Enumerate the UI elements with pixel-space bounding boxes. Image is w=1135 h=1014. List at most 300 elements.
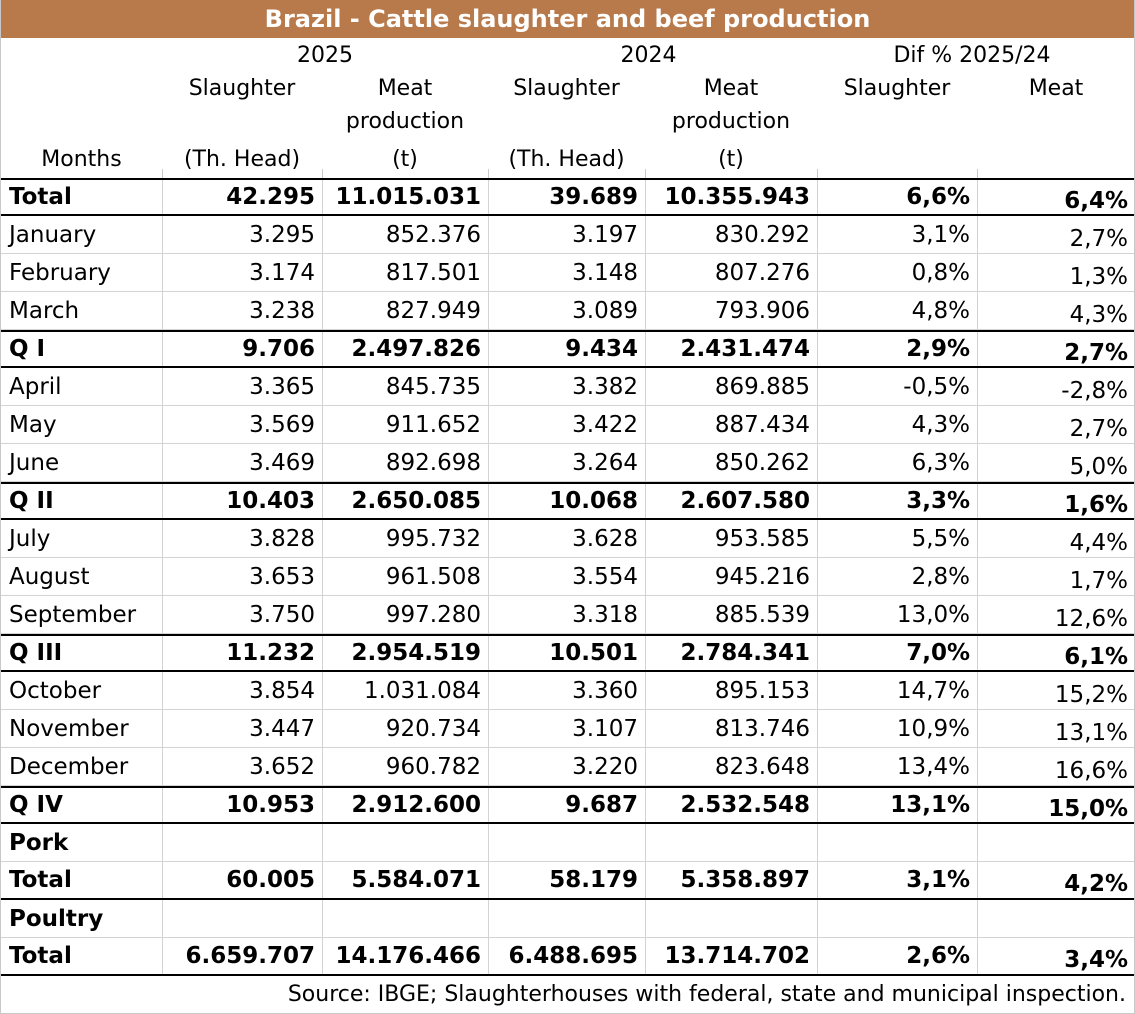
- cell-slaughter-dif: [817, 824, 977, 861]
- cell-meat-2025: [322, 748, 488, 785]
- cell-value: 3.569: [249, 411, 315, 438]
- cell-meat-2025: [322, 254, 488, 291]
- cell-slaughter-2025: [162, 938, 322, 974]
- cell-value: 5.358.897: [680, 867, 810, 893]
- cell-value: 850.262: [714, 449, 810, 476]
- cell-value: 845.735: [385, 373, 481, 400]
- cell-meat-2025: [322, 862, 488, 898]
- cell-slaughter-2025: [162, 180, 322, 214]
- header-measure-row: [1, 72, 1134, 105]
- cell-value: 4,8%: [911, 297, 970, 324]
- cell-value: 13,1%: [1054, 719, 1128, 746]
- cell-value: 3.107: [572, 715, 638, 742]
- header-meat-2024: Meat: [703, 76, 759, 101]
- cell-value: 895.153: [714, 677, 810, 704]
- table-row-september: [1, 596, 1134, 634]
- header-spacer: [162, 105, 322, 138]
- cell-value: 13,4%: [896, 753, 970, 780]
- cell-meat-2025: [322, 558, 488, 595]
- source-note: Source: IBGE; Slaughterhouses with federal, state and municipal inspection.: [287, 982, 1126, 1007]
- cell-value: -2,8%: [1061, 377, 1128, 404]
- header-spacer: [488, 105, 645, 138]
- cell-value: 2.607.580: [680, 488, 810, 514]
- cell-meat-dif: [977, 406, 1135, 443]
- cell-slaughter-dif: [817, 216, 977, 253]
- cell-value: 3.264: [572, 449, 638, 476]
- cell-slaughter-2024: [488, 216, 645, 253]
- cell-value: 995.732: [385, 525, 481, 552]
- cell-value: 3.628: [572, 525, 638, 552]
- cell-value: 997.280: [385, 601, 481, 628]
- cell-slaughter-dif: [817, 332, 977, 366]
- cell-value: 3.750: [249, 601, 315, 628]
- cell-meat-dif: [977, 710, 1135, 747]
- row-label: February: [9, 259, 111, 286]
- cell-slaughter-dif: [817, 520, 977, 557]
- cell-meat-2025: [322, 332, 488, 366]
- row-label: November: [9, 715, 129, 742]
- cell-value: 1,6%: [1064, 492, 1128, 518]
- row-label: May: [9, 411, 57, 438]
- table-row-march: [1, 292, 1134, 330]
- cell-meat-2025: [322, 484, 488, 518]
- cell-slaughter-dif: [817, 748, 977, 785]
- cell-value: 5.584.071: [351, 867, 481, 893]
- cell-meat-2025: [322, 596, 488, 633]
- table-row-june: [1, 444, 1134, 482]
- cell-value: 14.176.466: [335, 943, 481, 969]
- cell-meat-2024: [645, 862, 817, 898]
- header-spacer: [817, 138, 977, 178]
- table-row-july: [1, 520, 1134, 558]
- cell-meat-2024: [645, 558, 817, 595]
- header-unit-t-2024: (t): [645, 138, 817, 178]
- header-months-label: Months: [41, 147, 122, 172]
- cell-value: 3.089: [572, 297, 638, 324]
- cell-meat-dif: [977, 900, 1135, 937]
- cell-value: 887.434: [714, 411, 810, 438]
- cell-meat-dif: [977, 444, 1135, 481]
- cell-value: 10.068: [549, 488, 638, 514]
- cell-meat-2024: [645, 636, 817, 670]
- header-year-row: [1, 38, 1134, 72]
- cell-value: 3.318: [572, 601, 638, 628]
- table-row-q-iv: [1, 786, 1134, 824]
- cell-slaughter-2024: [488, 710, 645, 747]
- cell-value: 807.276: [714, 259, 810, 286]
- cell-value: 15,2%: [1054, 681, 1128, 708]
- cell-value: 911.652: [385, 411, 481, 438]
- cell-slaughter-dif: [817, 292, 977, 329]
- cell-value: 869.885: [714, 373, 810, 400]
- cell-slaughter-2025: [162, 900, 322, 937]
- cell-slaughter-2025: [162, 748, 322, 785]
- cell-value: 885.539: [714, 601, 810, 628]
- cell-meat-2025: [322, 292, 488, 329]
- cell-meat-2025: [322, 520, 488, 557]
- row-label: Total: [9, 184, 72, 210]
- cell-value: 58.179: [549, 867, 638, 893]
- cell-meat-2024: [645, 824, 817, 861]
- cell-slaughter-2024: [488, 862, 645, 898]
- cell-meat-2025: [322, 824, 488, 861]
- row-label: August: [9, 563, 90, 590]
- cell-value: 823.648: [714, 753, 810, 780]
- cell-meat-dif: [977, 596, 1135, 633]
- row-label: April: [9, 373, 62, 400]
- cell-slaughter-2024: [488, 558, 645, 595]
- cell-slaughter-2024: [488, 406, 645, 443]
- cell-value: 2.912.600: [351, 792, 481, 818]
- cell-value: 6.659.707: [185, 943, 315, 969]
- cell-value: 3.220: [572, 753, 638, 780]
- cell-slaughter-2024: [488, 824, 645, 861]
- cell-value: 1.031.084: [363, 677, 481, 704]
- cell-value: 3.653: [249, 563, 315, 590]
- cell-slaughter-2024: [488, 938, 645, 974]
- cell-value: 920.734: [385, 715, 481, 742]
- cell-slaughter-2025: [162, 520, 322, 557]
- cell-slaughter-dif: [817, 254, 977, 291]
- cell-slaughter-2025: [162, 368, 322, 405]
- cell-meat-dif: [977, 292, 1135, 329]
- table-row-january: [1, 216, 1134, 254]
- cell-meat-2024: [645, 520, 817, 557]
- cell-meat-dif: [977, 368, 1135, 405]
- cell-value: 42.295: [226, 184, 315, 210]
- cell-value: 3.382: [572, 373, 638, 400]
- cell-slaughter-dif: [817, 636, 977, 670]
- cell-value: 3.554: [572, 563, 638, 590]
- cell-slaughter-2025: [162, 406, 322, 443]
- cell-value: 6,3%: [911, 449, 970, 476]
- cell-value: 10.403: [226, 488, 315, 514]
- cell-meat-dif: [977, 862, 1135, 898]
- cell-value: 817.501: [385, 259, 481, 286]
- cell-meat-2024: [645, 938, 817, 974]
- header-production-2025: production: [345, 109, 465, 134]
- cell-slaughter-2025: [162, 444, 322, 481]
- cell-meat-dif: [977, 824, 1135, 861]
- row-label: Pork: [9, 829, 69, 856]
- cell-meat-2024: [645, 332, 817, 366]
- cell-meat-dif: [977, 216, 1135, 253]
- cell-meat-dif: [977, 180, 1135, 214]
- cell-value: 1,3%: [1069, 263, 1128, 290]
- cell-slaughter-2025: [162, 862, 322, 898]
- table-row-q-i: [1, 330, 1134, 368]
- cell-meat-2024: [645, 216, 817, 253]
- cell-slaughter-dif: [817, 710, 977, 747]
- table-row-pork: [1, 824, 1134, 862]
- cell-value: 6,4%: [1064, 188, 1128, 214]
- cell-meat-dif: [977, 672, 1135, 709]
- header-spacer: [1, 105, 162, 138]
- cell-meat-dif: [977, 636, 1135, 670]
- cell-meat-2025: [322, 406, 488, 443]
- cell-meat-dif: [977, 748, 1135, 785]
- cell-value: 892.698: [385, 449, 481, 476]
- cell-value: 12,6%: [1054, 605, 1128, 632]
- cell-value: 3.148: [572, 259, 638, 286]
- cell-meat-2025: [322, 636, 488, 670]
- cell-slaughter-2024: [488, 332, 645, 366]
- cell-value: 5,5%: [911, 525, 970, 552]
- row-label: March: [9, 297, 80, 324]
- cell-value: 10.953: [226, 792, 315, 818]
- cell-value: 10.501: [549, 640, 638, 666]
- cell-meat-2025: [322, 938, 488, 974]
- cell-slaughter-dif: [817, 788, 977, 822]
- cell-slaughter-2024: [488, 292, 645, 329]
- cell-value: 39.689: [549, 184, 638, 210]
- cell-meat-2024: [645, 596, 817, 633]
- cell-meat-2025: [322, 900, 488, 937]
- cell-value: 813.746: [714, 715, 810, 742]
- table-row-total: [1, 178, 1134, 216]
- cell-value: 3.360: [572, 677, 638, 704]
- cell-meat-2025: [322, 368, 488, 405]
- cell-slaughter-dif: [817, 558, 977, 595]
- table-row-november: [1, 710, 1134, 748]
- cell-value: -0,5%: [903, 373, 970, 400]
- cell-slaughter-2025: [162, 484, 322, 518]
- cell-value: 2,7%: [1069, 225, 1128, 252]
- header-slaughter-2024: Slaughter: [513, 76, 620, 101]
- row-label: Q III: [9, 640, 63, 666]
- cell-value: 3.365: [249, 373, 315, 400]
- header-meat-dif: Meat: [1028, 76, 1084, 101]
- cell-meat-2024: [645, 368, 817, 405]
- cell-slaughter-2024: [488, 444, 645, 481]
- cell-slaughter-2025: [162, 254, 322, 291]
- cell-meat-2025: [322, 180, 488, 214]
- header-group-2024: 2024: [620, 42, 677, 68]
- header-slaughter-2025: Slaughter: [188, 76, 296, 101]
- cell-value: 13,1%: [890, 792, 970, 818]
- row-label: Total: [9, 867, 72, 893]
- cell-slaughter-2024: [488, 254, 645, 291]
- cell-slaughter-2025: [162, 292, 322, 329]
- cell-value: 953.585: [714, 525, 810, 552]
- header-group-dif: Dif % 2025/24: [893, 42, 1051, 68]
- cell-meat-2024: [645, 292, 817, 329]
- header-unit-th-head-2025: (Th. Head): [162, 138, 322, 178]
- cell-value: 10,9%: [896, 715, 970, 742]
- table-body: [1, 178, 1134, 976]
- cell-meat-dif: [977, 938, 1135, 974]
- cell-slaughter-2024: [488, 788, 645, 822]
- cell-meat-2025: [322, 216, 488, 253]
- cell-slaughter-dif: [817, 938, 977, 974]
- cell-value: 793.906: [714, 297, 810, 324]
- header-slaughter-dif: Slaughter: [843, 76, 951, 101]
- cell-value: 15,0%: [1048, 796, 1128, 822]
- cell-value: 961.508: [385, 563, 481, 590]
- cell-slaughter-dif: [817, 484, 977, 518]
- row-label: September: [9, 601, 137, 628]
- cell-value: 852.376: [385, 221, 481, 248]
- cell-value: 6,6%: [906, 184, 970, 210]
- cell-value: 3.238: [249, 297, 315, 324]
- cell-value: 2,8%: [911, 563, 970, 590]
- cell-value: 4,2%: [1064, 871, 1128, 897]
- cell-meat-dif: [977, 332, 1135, 366]
- header-production-row: [1, 105, 1134, 138]
- header-spacer: [977, 138, 1135, 178]
- cell-value: 7,0%: [906, 640, 970, 666]
- cell-slaughter-dif: [817, 900, 977, 937]
- cell-meat-2024: [645, 406, 817, 443]
- table-title: Brazil - Cattle slaughter and beef production: [1, 0, 1134, 38]
- cell-meat-dif: [977, 558, 1135, 595]
- cell-value: 6.488.695: [508, 943, 638, 969]
- cell-slaughter-dif: [817, 862, 977, 898]
- header-spacer: [1, 38, 162, 72]
- cell-value: 1,7%: [1069, 567, 1128, 594]
- row-label: January: [9, 221, 97, 248]
- cell-slaughter-2024: [488, 900, 645, 937]
- table-row-total: [1, 862, 1134, 900]
- table-row-february: [1, 254, 1134, 292]
- table-row-poultry: [1, 900, 1134, 938]
- cell-value: 2,9%: [906, 336, 970, 362]
- cell-slaughter-dif: [817, 368, 977, 405]
- cell-slaughter-2025: [162, 824, 322, 861]
- cell-value: 3.469: [249, 449, 315, 476]
- cell-value: 830.292: [714, 221, 810, 248]
- cell-value: 3.652: [249, 753, 315, 780]
- cell-slaughter-dif: [817, 180, 977, 214]
- cell-slaughter-2024: [488, 484, 645, 518]
- table-header: [1, 38, 1134, 178]
- cell-value: 3.422: [572, 411, 638, 438]
- cell-slaughter-2024: [488, 672, 645, 709]
- table-row-october: [1, 672, 1134, 710]
- cell-value: 10.355.943: [664, 184, 810, 210]
- cell-meat-dif: [977, 788, 1135, 822]
- cell-value: 2,7%: [1064, 340, 1128, 366]
- cell-value: 2.650.085: [351, 488, 481, 514]
- row-label: Q IV: [9, 792, 63, 818]
- cell-meat-2024: [645, 900, 817, 937]
- row-label: Total: [9, 943, 72, 969]
- cell-meat-2024: [645, 484, 817, 518]
- cell-value: 4,4%: [1069, 529, 1128, 556]
- cell-slaughter-2025: [162, 788, 322, 822]
- header-group-2025: 2025: [297, 42, 353, 68]
- cell-value: 60.005: [226, 867, 315, 893]
- cell-value: 3.197: [572, 221, 638, 248]
- cell-slaughter-dif: [817, 596, 977, 633]
- cell-value: 9.434: [565, 336, 638, 362]
- cell-value: 945.216: [714, 563, 810, 590]
- cell-value: 13,0%: [896, 601, 970, 628]
- cell-value: 6,1%: [1064, 644, 1128, 670]
- cell-meat-2025: [322, 444, 488, 481]
- cell-value: 2,6%: [906, 943, 970, 969]
- cell-slaughter-2024: [488, 368, 645, 405]
- row-label: Q II: [9, 488, 54, 514]
- cell-value: 2.954.519: [351, 640, 481, 666]
- cell-slaughter-2025: [162, 636, 322, 670]
- row-label: December: [9, 753, 129, 780]
- cell-slaughter-2024: [488, 748, 645, 785]
- header-spacer: [977, 105, 1135, 138]
- cell-value: 3.447: [249, 715, 315, 742]
- header-unit-t-2025: (t): [322, 138, 488, 178]
- cell-value: 16,6%: [1054, 757, 1128, 784]
- header-spacer: [1, 72, 162, 105]
- cell-value: 3,3%: [906, 488, 970, 514]
- cell-slaughter-2024: [488, 180, 645, 214]
- cell-value: 9.706: [242, 336, 315, 362]
- cell-value: 11.232: [226, 640, 315, 666]
- cell-value: 2,7%: [1069, 415, 1128, 442]
- cell-slaughter-2025: [162, 710, 322, 747]
- cell-slaughter-dif: [817, 672, 977, 709]
- cell-value: 9.687: [565, 792, 638, 818]
- cell-slaughter-2024: [488, 636, 645, 670]
- cell-value: 2.431.474: [680, 336, 810, 362]
- cell-meat-dif: [977, 484, 1135, 518]
- cell-slaughter-2025: [162, 216, 322, 253]
- table-row-august: [1, 558, 1134, 596]
- cell-slaughter-2025: [162, 596, 322, 633]
- header-unit-th-head-2024: (Th. Head): [488, 138, 645, 178]
- cell-meat-2024: [645, 180, 817, 214]
- cell-value: 0,8%: [911, 259, 970, 286]
- cell-value: 3,1%: [906, 867, 970, 893]
- table-row-may: [1, 406, 1134, 444]
- cell-meat-dif: [977, 254, 1135, 291]
- cell-value: 3,1%: [911, 221, 970, 248]
- cell-slaughter-dif: [817, 444, 977, 481]
- cell-slaughter-2024: [488, 520, 645, 557]
- cell-meat-2024: [645, 788, 817, 822]
- cell-value: 3,4%: [1064, 947, 1128, 973]
- cell-value: 2.532.548: [680, 792, 810, 818]
- table-row-december: [1, 748, 1134, 786]
- cell-slaughter-2025: [162, 332, 322, 366]
- cell-value: 827.949: [385, 297, 481, 324]
- cell-value: 11.015.031: [335, 184, 481, 210]
- row-label: October: [9, 677, 102, 704]
- cell-meat-2025: [322, 710, 488, 747]
- cell-meat-2024: [645, 254, 817, 291]
- cell-slaughter-2025: [162, 558, 322, 595]
- header-meat-2025: Meat: [377, 76, 433, 101]
- row-label: Poultry: [9, 905, 104, 932]
- cell-meat-2024: [645, 710, 817, 747]
- cell-value: 3.295: [249, 221, 315, 248]
- header-production-2024: production: [671, 109, 791, 134]
- table-row-q-iii: [1, 634, 1134, 672]
- cell-meat-2025: [322, 672, 488, 709]
- cell-meat-2024: [645, 672, 817, 709]
- table-row-total: [1, 938, 1134, 976]
- table-row-q-ii: [1, 482, 1134, 520]
- cell-slaughter-2024: [488, 596, 645, 633]
- cell-value: 2.497.826: [351, 336, 481, 362]
- row-label: June: [9, 449, 60, 476]
- cell-value: 960.782: [385, 753, 481, 780]
- cell-value: 5,0%: [1069, 453, 1128, 480]
- cell-value: 3.174: [249, 259, 315, 286]
- header-unit-row: [1, 138, 1134, 178]
- cell-value: 3.828: [249, 525, 315, 552]
- cell-value: 4,3%: [911, 411, 970, 438]
